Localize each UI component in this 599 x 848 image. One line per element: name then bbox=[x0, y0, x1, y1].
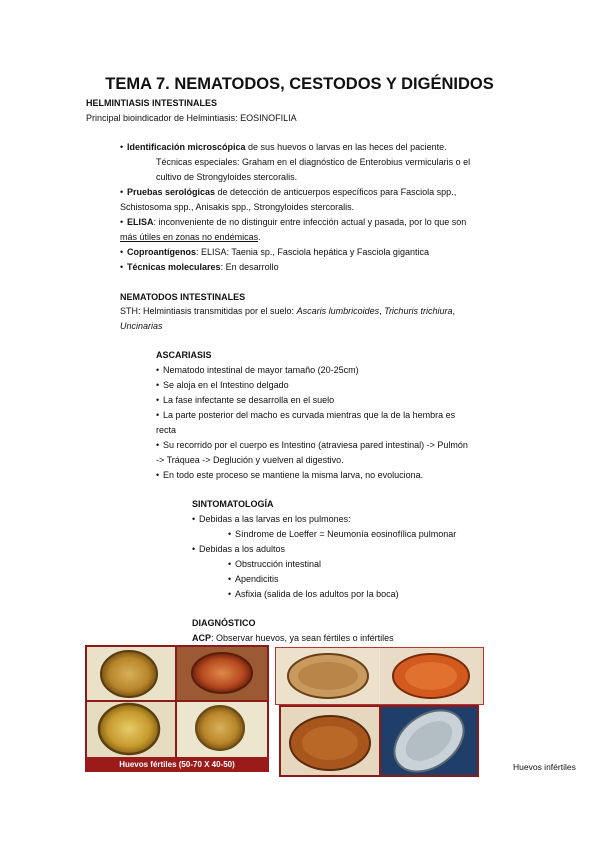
list-item: • Asfixia (salida de los adultos por la boca) bbox=[228, 587, 399, 602]
list-item: • Pruebas serológicas de detección de anticuerpos específicos para Fasciola spp., bbox=[120, 185, 456, 200]
list-item: • Coproantígenos: ELISA: Taenia sp., Fasciola hepática y Fasciola gigantica bbox=[120, 245, 429, 260]
list-item: • Su recorrido por el cuerpo es Intestino (atraviesa pared intestinal) -> Pulmón bbox=[156, 438, 468, 453]
bullet-icon: • bbox=[156, 380, 160, 390]
list-item: • Síndrome de Loeffer = Neumonía eosinofílica pulmonar bbox=[228, 527, 456, 542]
diagnostico-heading: DIAGNÓSTICO bbox=[192, 618, 256, 628]
list-item-continuation: Schistosoma spp., Anisakis spp., Strongyloides stercoralis. bbox=[120, 202, 355, 212]
bioindicator-line: Principal bioindicador de Helmintiasis: EOSINOFILIA bbox=[86, 113, 297, 123]
bullet-icon: • bbox=[120, 247, 124, 257]
bullet-icon: • bbox=[228, 529, 232, 539]
section-heading-helmintiasis: HELMINTIASIS INTESTINALES bbox=[86, 98, 218, 108]
fertile-eggs-figure bbox=[85, 645, 269, 772]
list-item-detail: Técnicas especiales: Graham en el diagnóstico de Enterobius vermicularis o el bbox=[156, 157, 471, 167]
list-item: • Se aloja en el Intestino delgado bbox=[156, 378, 289, 393]
infertile-eggs-figure-bottom bbox=[279, 705, 479, 777]
bullet-icon: • bbox=[156, 470, 160, 480]
acp-line: ACP: Observar huevos, ya sean fértiles o infértiles bbox=[192, 633, 394, 643]
list-item: • Debidas a las larvas en los pulmones: bbox=[192, 512, 351, 527]
bullet-icon: • bbox=[120, 142, 124, 152]
list-item: • Identificación microscópica de sus huevos o larvas en las heces del paciente. bbox=[120, 140, 447, 155]
list-item-continuation: -> Tráquea -> Deglución y vuelven al digestivo. bbox=[156, 455, 344, 465]
list-item: • ELISA: inconveniente de no distinguir entre infección actual y pasada, por lo que son bbox=[120, 215, 466, 230]
list-item: • Obstrucción intestinal bbox=[228, 557, 321, 572]
page-title: TEMA 7. NEMATODOS, CESTODOS Y DIGÉNIDOS bbox=[105, 75, 494, 93]
fertile-eggs-illustration bbox=[85, 645, 269, 772]
bullet-icon: • bbox=[228, 559, 232, 569]
bullet-icon: • bbox=[156, 365, 160, 375]
sth-line: STH: Helmintiasis transmitidas por el suelo: Ascaris lumbricoides, Trichuris trichiura, bbox=[120, 306, 455, 316]
infertile-eggs-caption: Huevos infértiles bbox=[513, 762, 576, 772]
bullet-icon: • bbox=[192, 514, 196, 524]
ascariasis-heading: ASCARIASIS bbox=[156, 350, 212, 360]
bullet-icon: • bbox=[228, 574, 232, 584]
list-item-continuation: más útiles en zonas no endémicas. bbox=[120, 232, 261, 242]
fertile-eggs-caption: Huevos fértiles (50-70 X 40-50) bbox=[119, 760, 235, 769]
sth-line-continuation: Uncinarias bbox=[120, 321, 163, 331]
infertile-eggs-illustration-bottom bbox=[279, 705, 479, 777]
list-item: • Apendicitis bbox=[228, 572, 279, 587]
bullet-icon: • bbox=[120, 217, 124, 227]
list-item: • En todo este proceso se mantiene la misma larva, no evoluciona. bbox=[156, 468, 423, 483]
bullet-icon: • bbox=[192, 544, 196, 554]
list-item-continuation: recta bbox=[156, 425, 177, 435]
infertile-eggs-figure-top bbox=[275, 647, 484, 705]
list-item-detail: cultivo de Strongyloides stercoralis. bbox=[156, 172, 298, 182]
list-item: • La parte posterior del macho es curvada mientras que la de la hembra es bbox=[156, 408, 455, 423]
bullet-icon: • bbox=[120, 262, 124, 272]
list-item: • Debidas a los adultos bbox=[192, 542, 285, 557]
infertile-eggs-illustration-top bbox=[276, 648, 483, 704]
bullet-icon: • bbox=[156, 395, 160, 405]
bullet-icon: • bbox=[228, 589, 232, 599]
bullet-icon: • bbox=[156, 440, 160, 450]
list-item: • Nematodo intestinal de mayor tamaño (20-25cm) bbox=[156, 363, 359, 378]
bullet-icon: • bbox=[156, 410, 160, 420]
sintomatologia-heading: SINTOMATOLOGÍA bbox=[192, 499, 274, 509]
section-heading-nematodos: NEMATODOS INTESTINALES bbox=[120, 292, 246, 302]
list-item: • La fase infectante se desarrolla en el suelo bbox=[156, 393, 334, 408]
list-item: • Técnicas moleculares: En desarrollo bbox=[120, 260, 279, 275]
bullet-icon: • bbox=[120, 187, 124, 197]
